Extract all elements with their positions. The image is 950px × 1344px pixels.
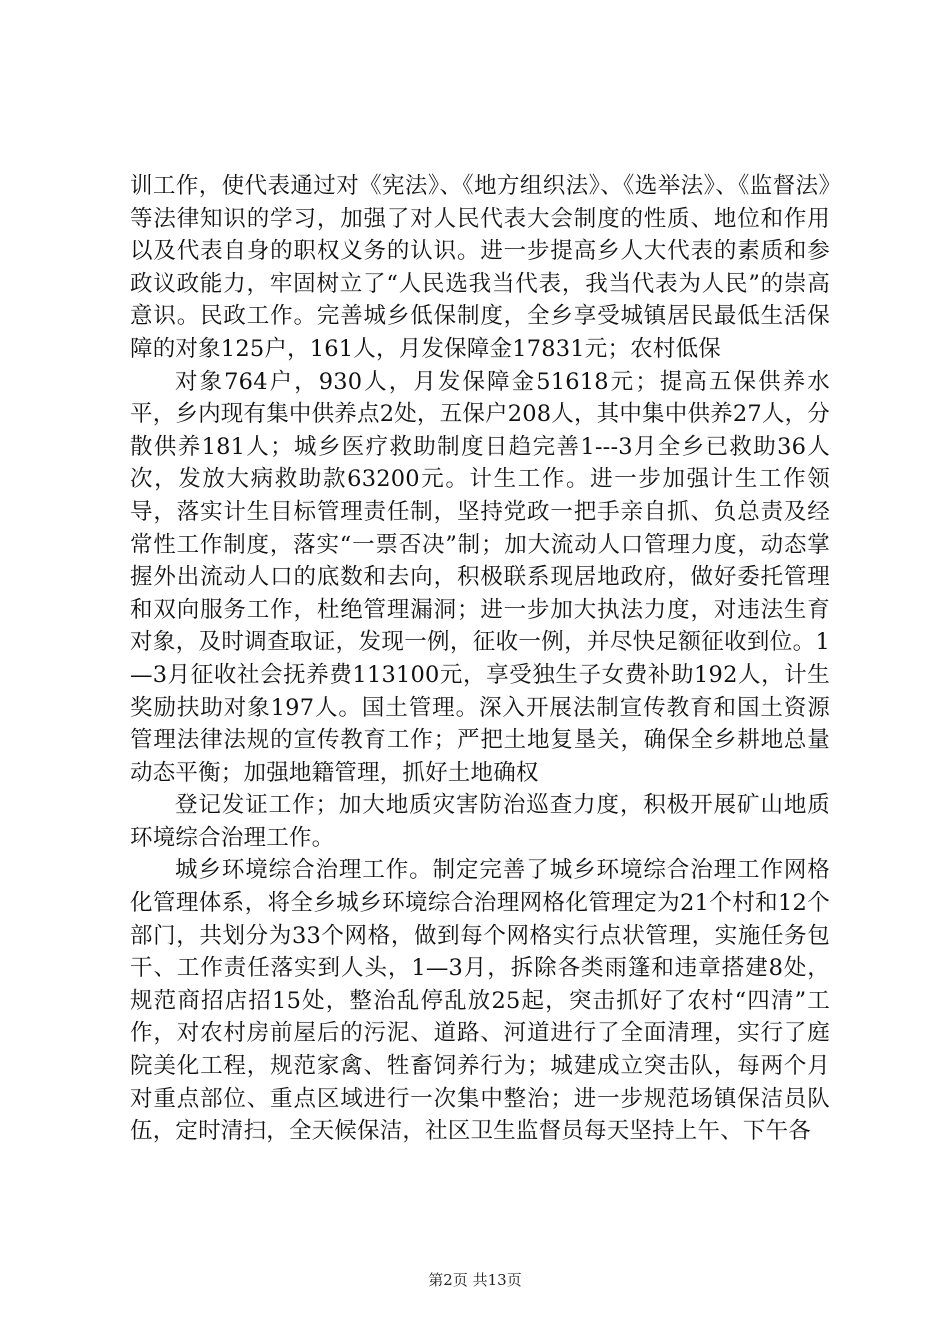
page-number: 第2页 共13页 <box>428 1271 522 1289</box>
paragraph-2: 对象764户，930人，月发保障金51618元；提高五保供养水平，乡内现有集中供养点2处，五保户208人，其中集中供养27人，分散供养181人；城乡医疗救助制度日趋完善1---3月全乡已救助36人次，发放大病救助款63200元。计生工作。进一步加强计生工作领导，落实计生目标管理责任制，坚持党政一把手亲自抓、负总责及经常性工作制度，落实“一票否决”制；加大流动人口管理力度，动态掌握外出流动人口的底数和去向，积极联系现居地政府，做好委托管理和双向服务工作，杜绝管理漏洞；进一步加大执法力度，对违法生育对象，及时调查取证，发现一例，征收一例，并尽快足额征收到位。1—3月征收社会抚养费113100元，享受独生子女费补助192人，计生奖励扶助对象197人。国土管理。深入开展法制宣传教育和国土资源管理法律法规的宣传教育工作；严把土地复垦关，确保全乡耕地总量动态平衡；加强地籍管理，抓好土地确权 <box>130 368 830 786</box>
paragraph-4: 城乡环境综合治理工作。制定完善了城乡环境综合治理工作网格化管理体系，将全乡城乡环境综合治理网格化管理定为21个村和12个部门，共划分为33个网格，做到每个网格实行点状管理，实施任务包干、工作责任落实到人头，1—3月，拆除各类雨篷和违章搭建8处，规范商招店招15处，整治乱停乱放25起，突击抓好了农村“四清”工作，对农村房前屋后的污泥、道路、河道进行了全面清理，实行了庭院美化工程，规范家禽、牲畜饲养行为；城建成立突击队，每两个月对重点部位、重点区域进行一次集中整治；进一步规范场镇保洁员队伍，定时清扫，全天候保洁，社区卫生监督员每天坚持上午、下午各 <box>130 857 830 1145</box>
paragraph-1: 训工作，使代表通过对《宪法》、《地方组织法》、《选举法》、《监督法》等法律知识的学习，加强了对人民代表大会制度的性质、地位和作用以及代表自身的职权义务的认识。进一步提高乡人大代表的素质和参政议政能力，牢固树立了“人民选我当代表，我当代表为人民”的崇高意识。民政工作。完善城乡低保制度，全乡享受城镇居民最低生活保障的对象125户，161人，月发保障金17831元；农村低保 <box>130 173 830 362</box>
page-footer <box>0 1270 950 1290</box>
document-body <box>130 170 830 1148</box>
paragraph-3: 登记发证工作；加大地质灾害防治巡查力度，积极开展矿山地质环境综合治理工作。 <box>130 792 830 851</box>
